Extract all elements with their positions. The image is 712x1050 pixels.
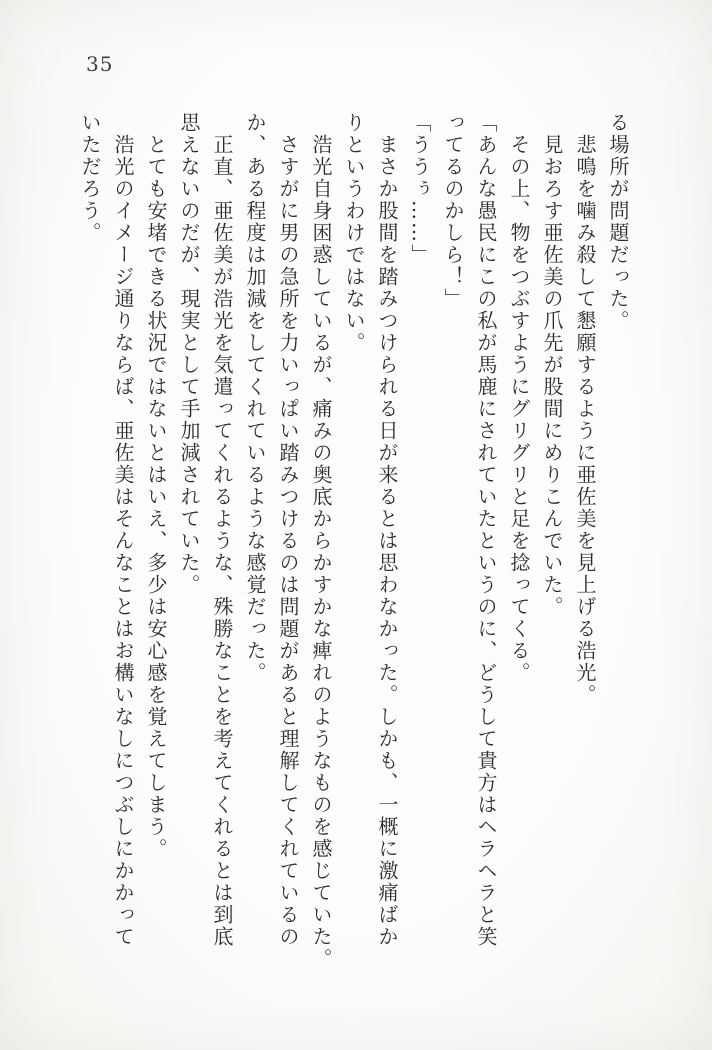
- text-line: その上、物をつぶすようにグリグリと足を捻ってくる。: [507, 134, 531, 684]
- text-line: 浩光自身困惑しているが、痛みの奥底からかすかな痺れのようなものを感じていた。: [309, 134, 333, 970]
- text-line: か、ある程度は加減をしてくれているような感覚だった。: [243, 112, 267, 684]
- text-line: いただろう。: [78, 112, 102, 244]
- text-line: 思えないのだが、現実として手加減されていた。: [177, 112, 201, 596]
- text-line: 悲鳴を噛み殺して懇願するように亜佐美を見上げる浩光。: [573, 134, 597, 706]
- text-line: 見おろす亜佐美の爪先が股間にめりこんでいた。: [540, 134, 564, 618]
- text-line: ってるのかしら！」: [441, 112, 465, 310]
- text-line: る場所が問題だった。: [606, 112, 630, 332]
- text-block: [73, 112, 634, 970]
- text-line: 浩光のイメージ通りならば、亜佐美はそんなことはお構いなしにつぶしにかかって: [111, 134, 135, 948]
- text-line: まさか股間を踏みつけられる日が来るとは思わなかった。しかも、一概に激痛ばか: [375, 134, 399, 948]
- text-line: 「ううぅ……」: [408, 112, 432, 266]
- text-line: りというわけではない。: [342, 112, 366, 354]
- text-line: 正直、亜佐美が浩光を気遣ってくれるような、殊勝なことを考えてくれるとは到底: [210, 134, 234, 948]
- page-number: 35: [86, 52, 114, 76]
- text-line: 「あんな愚民にこの私が馬鹿にされていたというのに、どうして貴方はヘラヘラと笑: [474, 112, 498, 948]
- text-line: さすがに男の急所を力いっぱい踏みつけるのは問題があると理解してくれているの: [276, 134, 300, 948]
- text-line: とても安堵できる状況ではないとはいえ、多少は安心感を覚えてしまう。: [144, 134, 168, 860]
